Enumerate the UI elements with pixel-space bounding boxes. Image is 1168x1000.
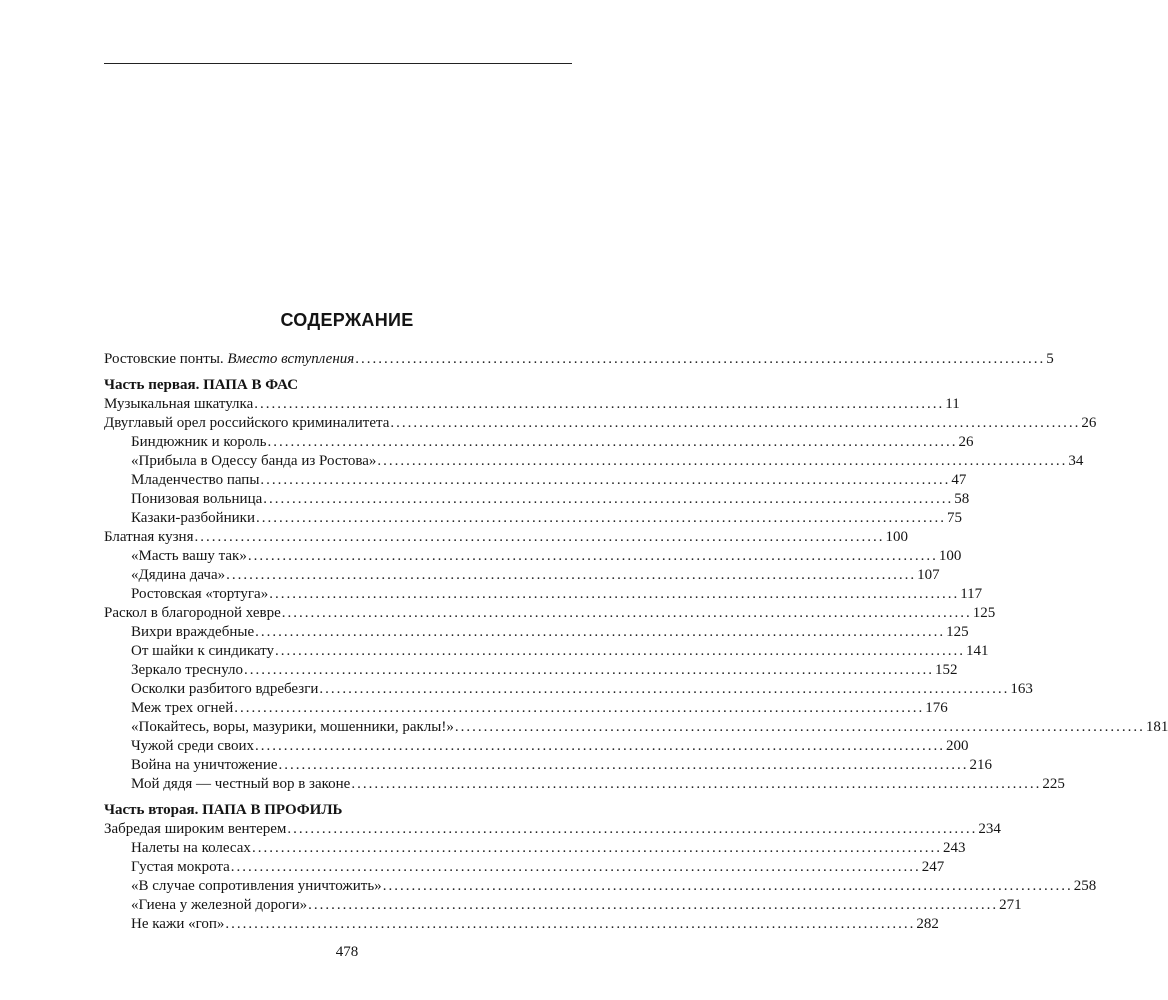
toc-subentry	[104, 896, 1022, 915]
toc-entry-page: 100	[938, 548, 962, 564]
toc-entry	[104, 395, 960, 414]
toc-entry-label: «Прибыла в Одессу банда из Ростова»	[131, 453, 377, 469]
leader-dots: ........................................................................................................................	[275, 643, 966, 659]
toc-subentry	[104, 433, 974, 452]
toc-entry-page: 152	[935, 662, 958, 678]
toc-entry-page: 282	[916, 916, 939, 932]
top-rule	[104, 63, 572, 64]
toc-subentry	[104, 623, 969, 642]
leader-dots: ........................................................................................................................	[390, 415, 1081, 431]
toc-entry-label: «Масть вашу так»	[131, 548, 247, 564]
toc-entry-label: Ростовская «тортуга»	[131, 586, 269, 602]
toc-entry-page: 100	[885, 529, 908, 545]
toc-entry-label: Чужой среди своих	[131, 738, 255, 754]
toc-entry-label: Война на уничтожение	[131, 757, 278, 773]
leader-dots: ........................................................................................................................	[278, 757, 969, 773]
toc-entry-page: 181	[1145, 719, 1168, 735]
toc-entry-intro	[104, 350, 1054, 369]
leader-dots: ........................................................................................................................	[244, 662, 935, 678]
part-heading-2: Часть вторая. ПАПА В ПРОФИЛЬ	[104, 802, 343, 818]
page-number: 478	[335, 944, 359, 960]
toc-subentry	[104, 877, 1097, 896]
leader-dots: ........................................................................................................................	[377, 453, 1068, 469]
toc-entry-page: 258	[1073, 878, 1097, 894]
toc-entry-page: 271	[999, 897, 1022, 913]
toc-entry	[104, 414, 1097, 433]
toc-entry-page: 5	[1046, 351, 1054, 367]
toc-entry-page: 125	[972, 605, 996, 621]
toc-subentry	[104, 471, 967, 490]
leader-dots: ........................................................................................................................	[225, 916, 916, 932]
toc-entry-label: От шайки к синдикату	[131, 643, 275, 659]
toc-entry-label: Музыкальная шкатулка	[104, 396, 254, 412]
leader-dots: ........................................................................................................................	[382, 878, 1073, 894]
toc-entry-label: «Гиена у железной дороги»	[131, 897, 308, 913]
leader-dots: ........................................................................................................................	[255, 624, 946, 640]
leader-dots: ........................................................................................................................	[355, 351, 1046, 367]
toc-entry-label: Биндюжник и король	[131, 434, 267, 450]
toc-entry-page: 125	[946, 624, 969, 640]
toc-entry-page: 243	[942, 840, 966, 856]
leader-dots: ........................................................................................................................	[234, 700, 925, 716]
toc-entry-label: Казаки-разбойники	[131, 510, 255, 526]
leader-dots: ........................................................................................................................	[251, 840, 942, 856]
toc-entry-page: 200	[946, 738, 969, 754]
toc-entry-page: 117	[960, 586, 983, 602]
toc-entry-label: Осколки разбитого вдребезги	[131, 681, 319, 697]
toc-subentry	[104, 756, 993, 775]
leader-dots: ........................................................................................................................	[255, 738, 946, 754]
toc-entry-page: 47	[951, 472, 967, 488]
toc-subentry	[104, 661, 958, 680]
leader-dots: ........................................................................................................................	[226, 567, 917, 583]
toc-entry-label: Зеркало треснуло	[131, 662, 244, 678]
leader-dots: ........................................................................................................................	[269, 586, 960, 602]
toc-subentry	[104, 680, 1033, 699]
toc-entry-page: 247	[921, 859, 945, 875]
toc-entry-page: 141	[966, 643, 989, 659]
toc-entry-label-text: Ростовские понты.	[104, 351, 228, 367]
toc-entry-label: Раскол в благородной хевре	[104, 605, 281, 621]
toc-entry-page: 75	[946, 510, 962, 526]
leader-dots: ........................................................................................................................	[255, 510, 946, 526]
leader-dots: ........................................................................................................................	[319, 681, 1010, 697]
toc-entry-page: 107	[917, 567, 940, 583]
toc-entry-label: Налеты на колесах	[131, 840, 251, 856]
leader-dots: ........................................................................................................................	[351, 776, 1042, 792]
toc-subentry	[104, 839, 966, 858]
toc-entry-label: Вихри враждебные	[131, 624, 255, 640]
toc-entry-label: Густая мокрота	[131, 859, 230, 875]
toc-entry-label: Понизовая вольница	[131, 491, 263, 507]
leader-dots: ........................................................................................................................	[263, 491, 954, 507]
toc-entry-label: «Покайтесь, воры, мазурики, мошенники, раклы!»	[131, 719, 454, 735]
toc-entry-page: 225	[1042, 776, 1065, 792]
table-of-contents	[104, 350, 1168, 934]
toc-entry	[104, 820, 1001, 839]
toc-entry-page: 34	[1068, 453, 1084, 469]
toc-subentry	[104, 509, 962, 528]
toc-entry-label: «В случае сопротивления уничтожить»	[131, 878, 382, 894]
leader-dots: ........................................................................................................................	[287, 821, 978, 837]
leader-dots: ........................................................................................................................	[230, 859, 921, 875]
toc-subentry	[104, 585, 983, 604]
leader-dots: ........................................................................................................................	[308, 897, 999, 913]
toc-subentry	[104, 566, 940, 585]
toc-subentry	[104, 858, 945, 877]
toc-entry-page: 26	[1081, 415, 1097, 431]
leader-dots: ........................................................................................................................	[194, 529, 885, 545]
toc-entry	[104, 528, 908, 547]
toc-subentry	[104, 699, 948, 718]
toc-entry-page: 58	[954, 491, 970, 507]
toc-entry-label: Забредая широким вентерем	[104, 821, 287, 837]
toc-entry-label: Меж трех огней	[131, 700, 234, 716]
toc-entry-label: Блатная кузня	[104, 529, 194, 545]
leader-dots: ........................................................................................................................	[454, 719, 1145, 735]
toc-entry-label: Мой дядя — честный вор в законе	[131, 776, 351, 792]
toc-entry	[104, 604, 996, 623]
toc-subentry	[104, 718, 1168, 737]
toc-entry-label: Младенчество папы	[131, 472, 260, 488]
leader-dots: ........................................................................................................................	[267, 434, 958, 450]
toc-subentry	[104, 737, 969, 756]
toc-entry-label: Не кажи «гоп»	[131, 916, 225, 932]
toc-entry-page: 176	[925, 700, 948, 716]
toc-entry-label: Двуглавый орел российского криминалитета	[104, 415, 390, 431]
toc-subentry	[104, 915, 939, 934]
toc-subentry	[104, 490, 970, 509]
toc-subentry	[104, 775, 1065, 794]
toc-subentry	[104, 642, 989, 661]
toc-entry-page: 234	[978, 821, 1001, 837]
toc-entry-label	[104, 350, 354, 369]
toc-subentry	[104, 547, 962, 566]
toc-entry-page: 216	[969, 757, 993, 773]
toc-entry-page: 163	[1010, 681, 1033, 697]
toc-subentry	[104, 452, 1084, 471]
leader-dots: ........................................................................................................................	[260, 472, 951, 488]
toc-entry-page: 11	[945, 396, 960, 412]
page-title: СОДЕРЖАНИЕ	[280, 310, 414, 330]
toc-entry-label: «Дядина дача»	[131, 567, 226, 583]
toc-entry-label-italic: Вместо вступления	[227, 351, 355, 367]
leader-dots: ........................................................................................................................	[281, 605, 972, 621]
leader-dots: ........................................................................................................................	[254, 396, 945, 412]
part-heading-1: Часть первая. ПАПА В ФАС	[104, 377, 299, 393]
toc-entry-page: 26	[958, 434, 974, 450]
leader-dots: ........................................................................................................................	[247, 548, 938, 564]
